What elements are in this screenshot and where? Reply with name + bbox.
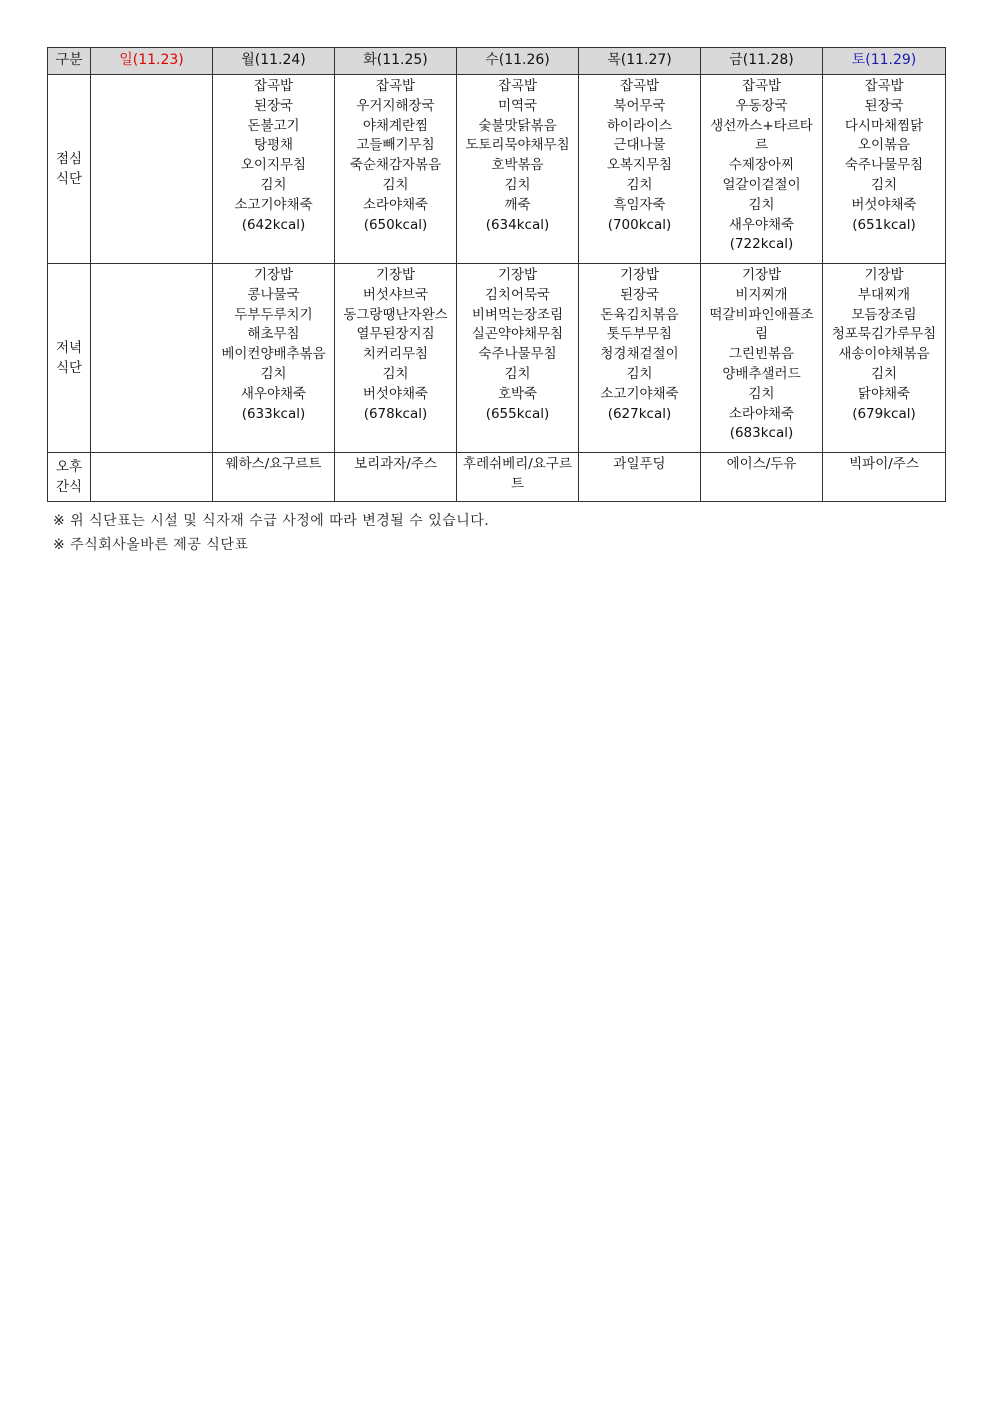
menu-item: 콩나물국 [247, 286, 300, 303]
menu-item: 기장밥 [375, 267, 416, 283]
menu-item: 새우야채죽 [240, 385, 307, 402]
weekly-menu-table [47, 47, 946, 502]
menu-item: 우거지해장국 [356, 97, 435, 114]
day-header-mon: 월(11.24) [213, 48, 335, 75]
menu-item: (722kcal) [729, 236, 794, 253]
dinner-row-label [48, 264, 91, 453]
menu-item: 호박볶음 [491, 157, 544, 174]
menu-item: 오복지무침 [606, 157, 673, 174]
menu-item: (700kcal) [607, 216, 672, 233]
menu-item: 비지찌개 [735, 286, 788, 303]
menu-cell-content [457, 453, 578, 495]
menu-cell-content [701, 75, 822, 255]
header-row [48, 48, 946, 75]
menu-item: 김치 [382, 176, 409, 193]
menu-item: (655kcal) [485, 405, 550, 422]
menu-cell-content [701, 453, 822, 475]
menu-item: 톳두부무침 [606, 326, 673, 343]
menu-item: 죽순채감자볶음 [349, 157, 442, 174]
menu-item: 기장밥 [253, 267, 294, 283]
menu-item: 수제장아찌 [728, 157, 795, 174]
menu-item: 숙주나물무침 [478, 346, 557, 363]
menu-item: 김치 [626, 176, 653, 193]
note-change-notice: ※ 위 식단표는 시설 및 식자재 수급 사정에 따라 변경될 수 있습니다. [53, 513, 490, 529]
dinner-cell-tue [335, 264, 457, 453]
menu-item: 탕평채 [253, 137, 294, 154]
menu-cell-content [213, 264, 334, 424]
menu-item: 된장국 [619, 286, 660, 303]
lunch-cell-sat [823, 75, 946, 264]
menu-item: 김치 [260, 365, 287, 382]
menu-item: 치커리무침 [362, 346, 429, 363]
menu-item: 소고기야채죽 [600, 385, 679, 402]
row-label-line: 식단 [55, 171, 83, 187]
menu-item: 기장밥 [741, 267, 782, 283]
day-header-sun: 일(11.23) [91, 48, 213, 75]
menu-item: 양배추샐러드 [722, 365, 801, 382]
row-label-line: 저녁 [55, 340, 83, 356]
menu-item: 김치어묵국 [484, 286, 551, 303]
menu-item: 흑임자죽 [613, 196, 666, 213]
menu-item: 버섯야채죽 [362, 385, 429, 402]
row-label-line: 오후 [55, 459, 83, 475]
menu-item: 김치 [382, 365, 409, 382]
dinner-cell-mon [213, 264, 335, 453]
menu-item: (633kcal) [241, 405, 306, 422]
dinner-cell-thu [579, 264, 701, 453]
menu-item: 돈육김치볶음 [600, 306, 679, 323]
menu-item: 웨하스/요구르트 [225, 456, 322, 472]
menu-item: 숙주나물무침 [844, 157, 924, 174]
dinner-cell-sun [91, 264, 213, 453]
lunch-cell-thu [579, 75, 701, 264]
menu-item: 다시마채찜닭 [844, 117, 924, 134]
header-label: 구분 [48, 48, 91, 75]
menu-item: 소라야채죽 [362, 196, 429, 213]
lunch-row-label [48, 75, 91, 264]
lunch-cell-wed [457, 75, 579, 264]
menu-item: (634kcal) [485, 216, 550, 233]
menu-item: 하이라이스 [606, 117, 673, 134]
snack-cell-sun [91, 453, 213, 502]
menu-item: 호박죽 [497, 385, 538, 402]
menu-cell-content [213, 453, 334, 475]
menu-cell-content [579, 453, 700, 475]
note-provider: ※ 주식회사올바른 제공 식단표 [53, 537, 249, 553]
menu-item: 잡곡밥 [497, 78, 538, 94]
menu-item: 잡곡밥 [741, 78, 782, 94]
footnotes [53, 509, 489, 557]
menu-table-body [48, 48, 946, 502]
menu-cell-content [91, 453, 212, 455]
menu-item: 실곤약야채무침 [471, 326, 564, 343]
menu-item: 기장밥 [619, 267, 660, 283]
menu-item: 에이스/두유 [726, 456, 797, 472]
row-label-line: 간식 [55, 479, 83, 495]
menu-item: 닭야채죽 [857, 385, 911, 402]
menu-cell-content [701, 264, 822, 444]
menu-cell-content [457, 75, 578, 235]
menu-item: (650kcal) [363, 216, 428, 233]
menu-cell-content [457, 264, 578, 424]
snack-cell-tue [335, 453, 457, 502]
snack-cell-thu [579, 453, 701, 502]
menu-cell-content [91, 264, 212, 266]
menu-cell-content [823, 75, 945, 235]
menu-item: 잡곡밥 [864, 78, 904, 94]
menu-item: 버섯샤브국 [362, 286, 429, 303]
day-header-sat: 토(11.29) [823, 48, 946, 75]
menu-item: 오이지무침 [240, 157, 307, 174]
menu-item: 생선까스+타르타르 [710, 117, 813, 154]
lunch-cell-tue [335, 75, 457, 264]
menu-item: 김치 [260, 176, 287, 193]
menu-item: (627kcal) [607, 405, 672, 422]
menu-item: 열무된장지짐 [356, 326, 435, 343]
snack-row-label [48, 453, 91, 502]
menu-item: 기장밥 [497, 267, 538, 283]
menu-item: 김치 [626, 365, 653, 382]
menu-cell-content [823, 264, 945, 424]
menu-item: 김치 [748, 196, 775, 213]
menu-item: 잡곡밥 [375, 78, 416, 94]
menu-item: 새우야채죽 [728, 216, 795, 233]
menu-item: 근대나물 [613, 137, 666, 154]
menu-cell-content [579, 75, 700, 235]
lunch-cell-sun [91, 75, 213, 264]
dinner-cell-sat [823, 264, 946, 453]
menu-item: 그린빈볶음 [728, 346, 795, 363]
lunch-cell-fri [701, 75, 823, 264]
menu-item: 과일푸딩 [613, 456, 666, 472]
menu-item: 동그랑땡난자완스 [343, 306, 448, 323]
menu-cell-content [335, 75, 456, 235]
snack-cell-sat [823, 453, 946, 502]
menu-cell-content [213, 75, 334, 235]
menu-item: 얼갈이겉절이 [722, 176, 801, 193]
row-label-line: 점심 [55, 151, 83, 167]
menu-item: 새송이야채볶음 [838, 346, 930, 363]
menu-cell-content [335, 453, 456, 475]
menu-item: 후레쉬베리/요구르트 [463, 456, 572, 492]
menu-item: 숯불맛닭볶음 [478, 117, 557, 134]
menu-item: 야채계란찜 [362, 117, 429, 134]
day-header-thu: 목(11.27) [579, 48, 701, 75]
menu-item: 버섯야채죽 [851, 196, 917, 213]
day-header-fri: 금(11.28) [701, 48, 823, 75]
menu-item: 보리과자/주스 [354, 456, 437, 472]
menu-cell-content [91, 75, 212, 77]
snack-cell-wed [457, 453, 579, 502]
menu-item: 고들빼기무침 [356, 137, 435, 154]
menu-item: 돈불고기 [247, 117, 300, 134]
menu-item: 모듬장조림 [851, 306, 917, 323]
dinner-cell-wed [457, 264, 579, 453]
menu-item: 깨죽 [504, 196, 531, 213]
menu-item: 잡곡밥 [619, 78, 660, 94]
menu-cell-content [823, 453, 945, 475]
menu-item: 기장밥 [864, 267, 904, 283]
menu-item: 청포묵김가루무침 [831, 326, 937, 343]
menu-item: 북어무국 [613, 97, 666, 114]
menu-item: 우동장국 [735, 97, 788, 114]
lunch-cell-mon [213, 75, 335, 264]
day-header-tue: 화(11.25) [335, 48, 457, 75]
snack-cell-fri [701, 453, 823, 502]
menu-item: 해초무침 [247, 326, 300, 343]
menu-item: 빅파이/주스 [849, 456, 919, 472]
menu-item: (642kcal) [241, 216, 306, 233]
menu-item: 미역국 [497, 97, 538, 114]
snack-row [48, 453, 946, 502]
menu-item: (678kcal) [363, 405, 428, 422]
row-label-line: 식단 [55, 360, 83, 376]
lunch-row [48, 75, 946, 264]
snack-cell-mon [213, 453, 335, 502]
menu-item: 된장국 [864, 97, 904, 114]
menu-item: 소라야채죽 [728, 405, 795, 422]
menu-item: 잡곡밥 [253, 78, 294, 94]
dinner-cell-fri [701, 264, 823, 453]
day-header-wed: 수(11.26) [457, 48, 579, 75]
dinner-row [48, 264, 946, 453]
menu-item: 오이볶음 [857, 137, 911, 154]
menu-item: 비벼먹는장조림 [471, 306, 564, 323]
menu-item: 김치 [748, 385, 775, 402]
menu-item: (683kcal) [729, 425, 794, 442]
menu-item: 김치 [870, 176, 898, 193]
menu-item: 떡갈비파인애플조림 [709, 306, 814, 343]
menu-cell-content [335, 264, 456, 424]
menu-item: 도토리묵야채무침 [465, 137, 570, 154]
menu-item: 김치 [504, 176, 531, 193]
menu-item: (679kcal) [852, 405, 916, 422]
menu-item: 청경채겉절이 [600, 346, 679, 363]
menu-item: 두부두루치기 [234, 306, 313, 323]
menu-item: (651kcal) [852, 216, 916, 233]
menu-item: 된장국 [253, 97, 294, 114]
menu-item: 김치 [504, 365, 531, 382]
menu-item: 김치 [870, 365, 898, 382]
menu-item: 소고기야채죽 [234, 196, 313, 213]
menu-item: 부대찌개 [857, 286, 911, 303]
menu-cell-content [579, 264, 700, 424]
menu-item: 베이컨양배추볶음 [221, 346, 326, 363]
